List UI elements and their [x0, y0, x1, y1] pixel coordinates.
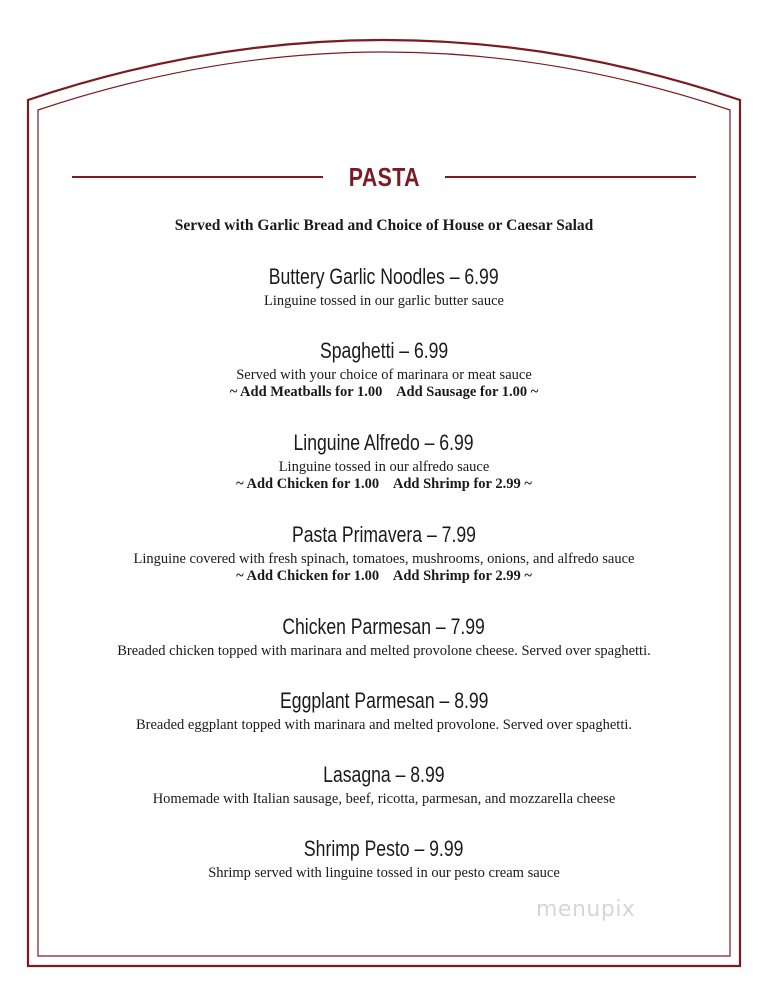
- item-description: Homemade with Italian sausage, beef, ricotta, parmesan, and mozzarella cheese: [152, 791, 616, 807]
- item-name: Linguine Alfredo – 6.99: [293, 430, 475, 455]
- menupix-watermark: menupix: [536, 897, 636, 922]
- section-title: PASTA: [348, 161, 420, 192]
- item-name: Spaghetti – 6.99: [319, 338, 449, 363]
- section-subtitle: Served with Garlic Bread and Choice of House or Caesar Salad: [174, 217, 594, 234]
- header-rule-left: [72, 176, 323, 178]
- section-header: [72, 160, 696, 194]
- menu-item: [30, 688, 738, 734]
- menu-item: [30, 522, 738, 585]
- item-description: Served with your choice of marinara or meat sauce: [236, 367, 532, 383]
- item-name: Buttery Garlic Noodles – 6.99: [269, 264, 499, 289]
- menu-item: [30, 614, 738, 660]
- menu-item: [30, 836, 738, 882]
- header-rule-right: [445, 176, 696, 178]
- item-description: Linguine covered with fresh spinach, tomatoes, mushrooms, onions, and alfredo sauce: [133, 551, 635, 567]
- item-name: Shrimp Pesto – 9.99: [304, 836, 464, 861]
- item-addons: ~ Add Chicken for 1.00 Add Shrimp for 2.99 ~: [236, 476, 532, 492]
- item-description: Linguine tossed in our garlic butter sauce: [264, 293, 504, 309]
- item-description: Linguine tossed in our alfredo sauce: [278, 459, 490, 475]
- menu-item: [30, 762, 738, 808]
- menu-item: [30, 430, 738, 493]
- item-description: Breaded chicken topped with marinara and melted provolone cheese. Served over spaghetti.: [117, 643, 651, 659]
- item-addons: ~ Add Chicken for 1.00 Add Shrimp for 2.99 ~: [236, 568, 532, 584]
- menu-item: [30, 264, 738, 310]
- item-name: Lasagna – 8.99: [323, 762, 445, 787]
- item-name: Pasta Primavera – 7.99: [292, 522, 476, 547]
- item-name: Eggplant Parmesan – 8.99: [279, 688, 489, 713]
- menu-item: [30, 338, 738, 401]
- item-description: Breaded eggplant topped with marinara and melted provolone. Served over spaghetti.: [135, 717, 633, 733]
- item-name: Chicken Parmesan – 7.99: [282, 614, 486, 639]
- item-addons: ~ Add Meatballs for 1.00 Add Sausage for 1.00 ~: [229, 384, 539, 400]
- item-description: Shrimp served with linguine tossed in our pesto cream sauce: [208, 865, 560, 881]
